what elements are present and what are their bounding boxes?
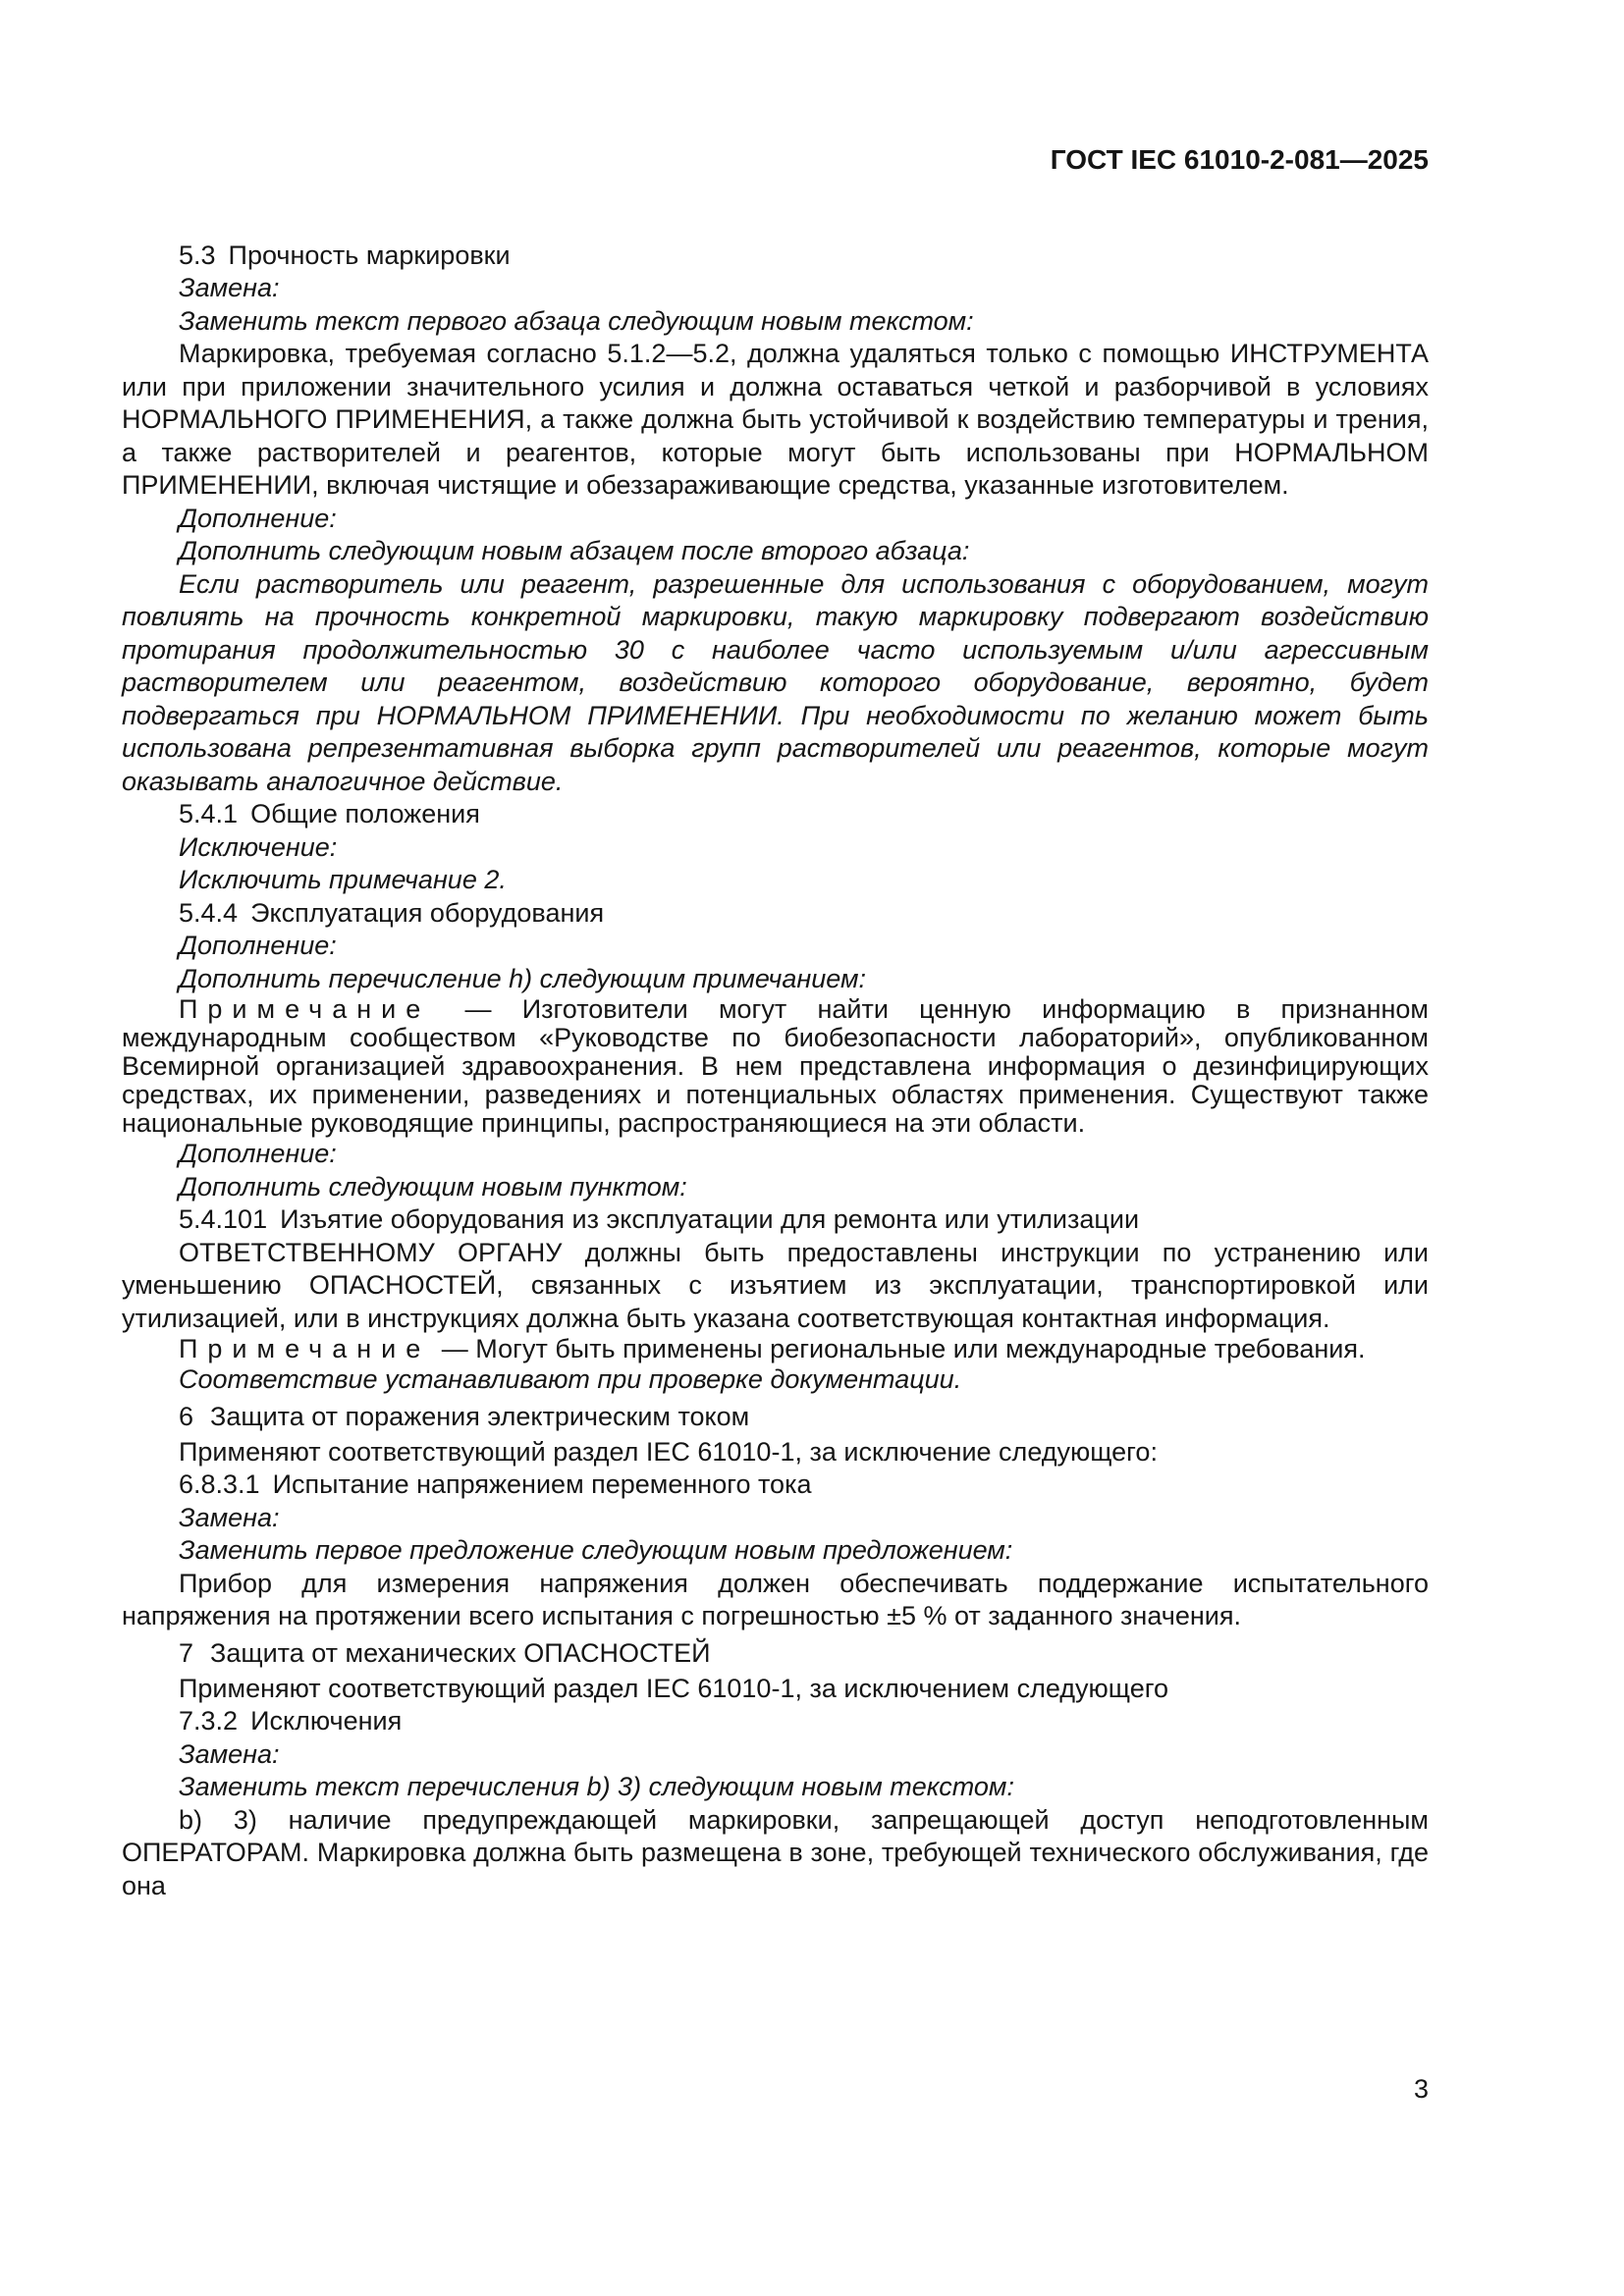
edit-instruction: Заменить текст первого абзаца следующим новым текстом: bbox=[179, 305, 974, 336]
body-paragraph: ОТВЕТСТВЕННОМУ ОРГАНУ должны быть предоставлены инструкции по устранению или уменьшению ОПАСНОСТЕЙ, связанных с изъятием из эксплуатации, транспортировкой или утилизацией, или в инструкциях должна быть указана соответствующая контактная информация. bbox=[122, 1237, 1429, 1333]
edit-instruction-label: Дополнение: bbox=[179, 1139, 337, 1168]
clause-title: Эксплуатация оборудования bbox=[250, 897, 605, 928]
edit-instruction: Дополнить следующим новым абзацем после второго абзаца: bbox=[179, 536, 970, 565]
section-number: 7 bbox=[179, 1637, 194, 1668]
subclause-line-6-8-3-1 bbox=[122, 1468, 1429, 1502]
section-heading-6 bbox=[122, 1397, 1429, 1436]
note bbox=[122, 1335, 1429, 1363]
body-paragraph: Маркировка, требуемая согласно 5.1.2—5.2, должна удаляться только с помощью ИНСТРУМЕНТА или при приложении значительного усилия и должна оставаться четкой и разборчивой в условиях НОРМАЛЬНОГО ПРИМЕНЕНИЯ, а также должна быть устойчивой к воздействию температуры и трения, а также растворителей и реагентов, которые могут быть использованы при НОРМАЛЬНОМ ПРИМЕНЕНИИ, включая чистящие и обеззараживающие средства, указанные изготовителем. bbox=[122, 339, 1429, 500]
section-title: Защита от поражения электрическим током bbox=[210, 1401, 750, 1431]
clause-heading-5-3 bbox=[122, 240, 1429, 273]
running-header-doc-code: ГОСТ IEC 61010-2-081—2025 bbox=[1050, 144, 1429, 175]
clause-heading-5-4-1 bbox=[122, 798, 1429, 831]
note-label: Примечание bbox=[179, 1334, 431, 1363]
note bbox=[122, 995, 1429, 1138]
note-text: — Могут быть применены региональные или международные требования. bbox=[441, 1334, 1366, 1363]
body-paragraph-italic: Если растворитель или реагент, разрешенные для использования с оборудованием, могут повлиять на прочность конкретной маркировки, такую маркировку подвергают воздействию протирания продолжительностью 30 с наиболее часто используемым и/или агрессивным растворителем или реагентом, воздействию которого оборудование, вероятно, будет подвергаться при НОРМАЛЬНОМ ПРИМЕНЕНИИ. При необходимости по желанию может быть использована репрезентативная выборка групп растворителей или реагентов, которые могут оказывать аналогичное действие. bbox=[122, 568, 1429, 796]
edit-instruction-label: Исключение: bbox=[179, 831, 338, 862]
clause-title: Изъятие оборудования из эксплуатации для ремонта или утилизации bbox=[280, 1204, 1140, 1234]
body-paragraph: b) 3) наличие предупреждающей маркировки, запрещающей доступ неподготовленным ОПЕРАТОРАМ. Маркировка должна быть размещена в зоне, требующей технического обслуживания, где она bbox=[122, 1804, 1429, 1900]
body-paragraph: Прибор для измерения напряжения должен обеспечивать поддержание испытательного напряжения на протяжении всего испытания с погрешностью ±5 % от заданного значения. bbox=[122, 1568, 1429, 1630]
edit-instruction: Заменить текст перечисления b) 3) следующим новым текстом: bbox=[179, 1772, 1014, 1801]
subclause-title: Испытание напряжением переменного тока bbox=[272, 1469, 812, 1499]
body-paragraph: Применяют соответствующий раздел IEC 61010-1, за исключением следующего bbox=[179, 1673, 1169, 1703]
edit-instruction: Заменить первое предложение следующим новым предложением: bbox=[179, 1535, 1013, 1565]
clause-heading-5-4-4 bbox=[122, 897, 1429, 931]
clause-title: Исключения bbox=[250, 1706, 403, 1735]
subclause-number: 6.8.3.1 bbox=[179, 1469, 260, 1499]
clause-number: 5.4.4 bbox=[179, 897, 239, 928]
clause-number: 5.3 bbox=[179, 240, 216, 270]
section-title: Защита от механических ОПАСНОСТЕЙ bbox=[210, 1637, 711, 1668]
section-heading-7 bbox=[122, 1633, 1429, 1673]
edit-instruction-label: Дополнение: bbox=[179, 503, 337, 533]
edit-instruction: Исключить примечание 2. bbox=[179, 865, 507, 894]
text-block bbox=[122, 143, 1429, 1902]
edit-instruction-label: Дополнение: bbox=[179, 931, 337, 960]
page-number: 3 bbox=[1413, 2074, 1429, 2104]
edit-instruction-label: Замена: bbox=[179, 1502, 280, 1532]
clause-number: 5.4.101 bbox=[179, 1204, 268, 1234]
edit-instruction: Дополнить перечисление h) следующим примечанием: bbox=[179, 963, 866, 993]
clause-heading-5-4-101 bbox=[122, 1203, 1429, 1237]
note-text: — Изготовители могут найти ценную информацию в признанном международным сообществом «Руководстве по биобезопасности лабораторий», опубликованном Всемирной организацией здравоохранения. В нем представлена информация о дезинфицирующих средствах, их применении, разведениях и потенциальных областях применения. Существуют также национальные руководящие принципы, распространяющиеся на эти области. bbox=[122, 994, 1429, 1138]
clause-number: 5.4.1 bbox=[179, 799, 239, 828]
clause-title: Общие положения bbox=[250, 799, 480, 828]
note-label: Примечание bbox=[179, 994, 431, 1024]
edit-instruction-label: Замена: bbox=[179, 1738, 280, 1769]
compliance-statement: Соответствие устанавливают при проверке документации. bbox=[179, 1364, 962, 1394]
edit-instruction: Дополнить следующим новым пунктом: bbox=[179, 1171, 687, 1201]
clause-heading-7-3-2 bbox=[122, 1705, 1429, 1738]
edit-instruction-label: Замена: bbox=[179, 273, 280, 302]
body-paragraph: Применяют соответствующий раздел IEC 61010-1, за исключение следующего: bbox=[179, 1436, 1158, 1467]
clause-number: 7.3.2 bbox=[179, 1706, 239, 1735]
clause-title: Прочность маркировки bbox=[228, 240, 511, 270]
section-number: 6 bbox=[179, 1401, 194, 1431]
